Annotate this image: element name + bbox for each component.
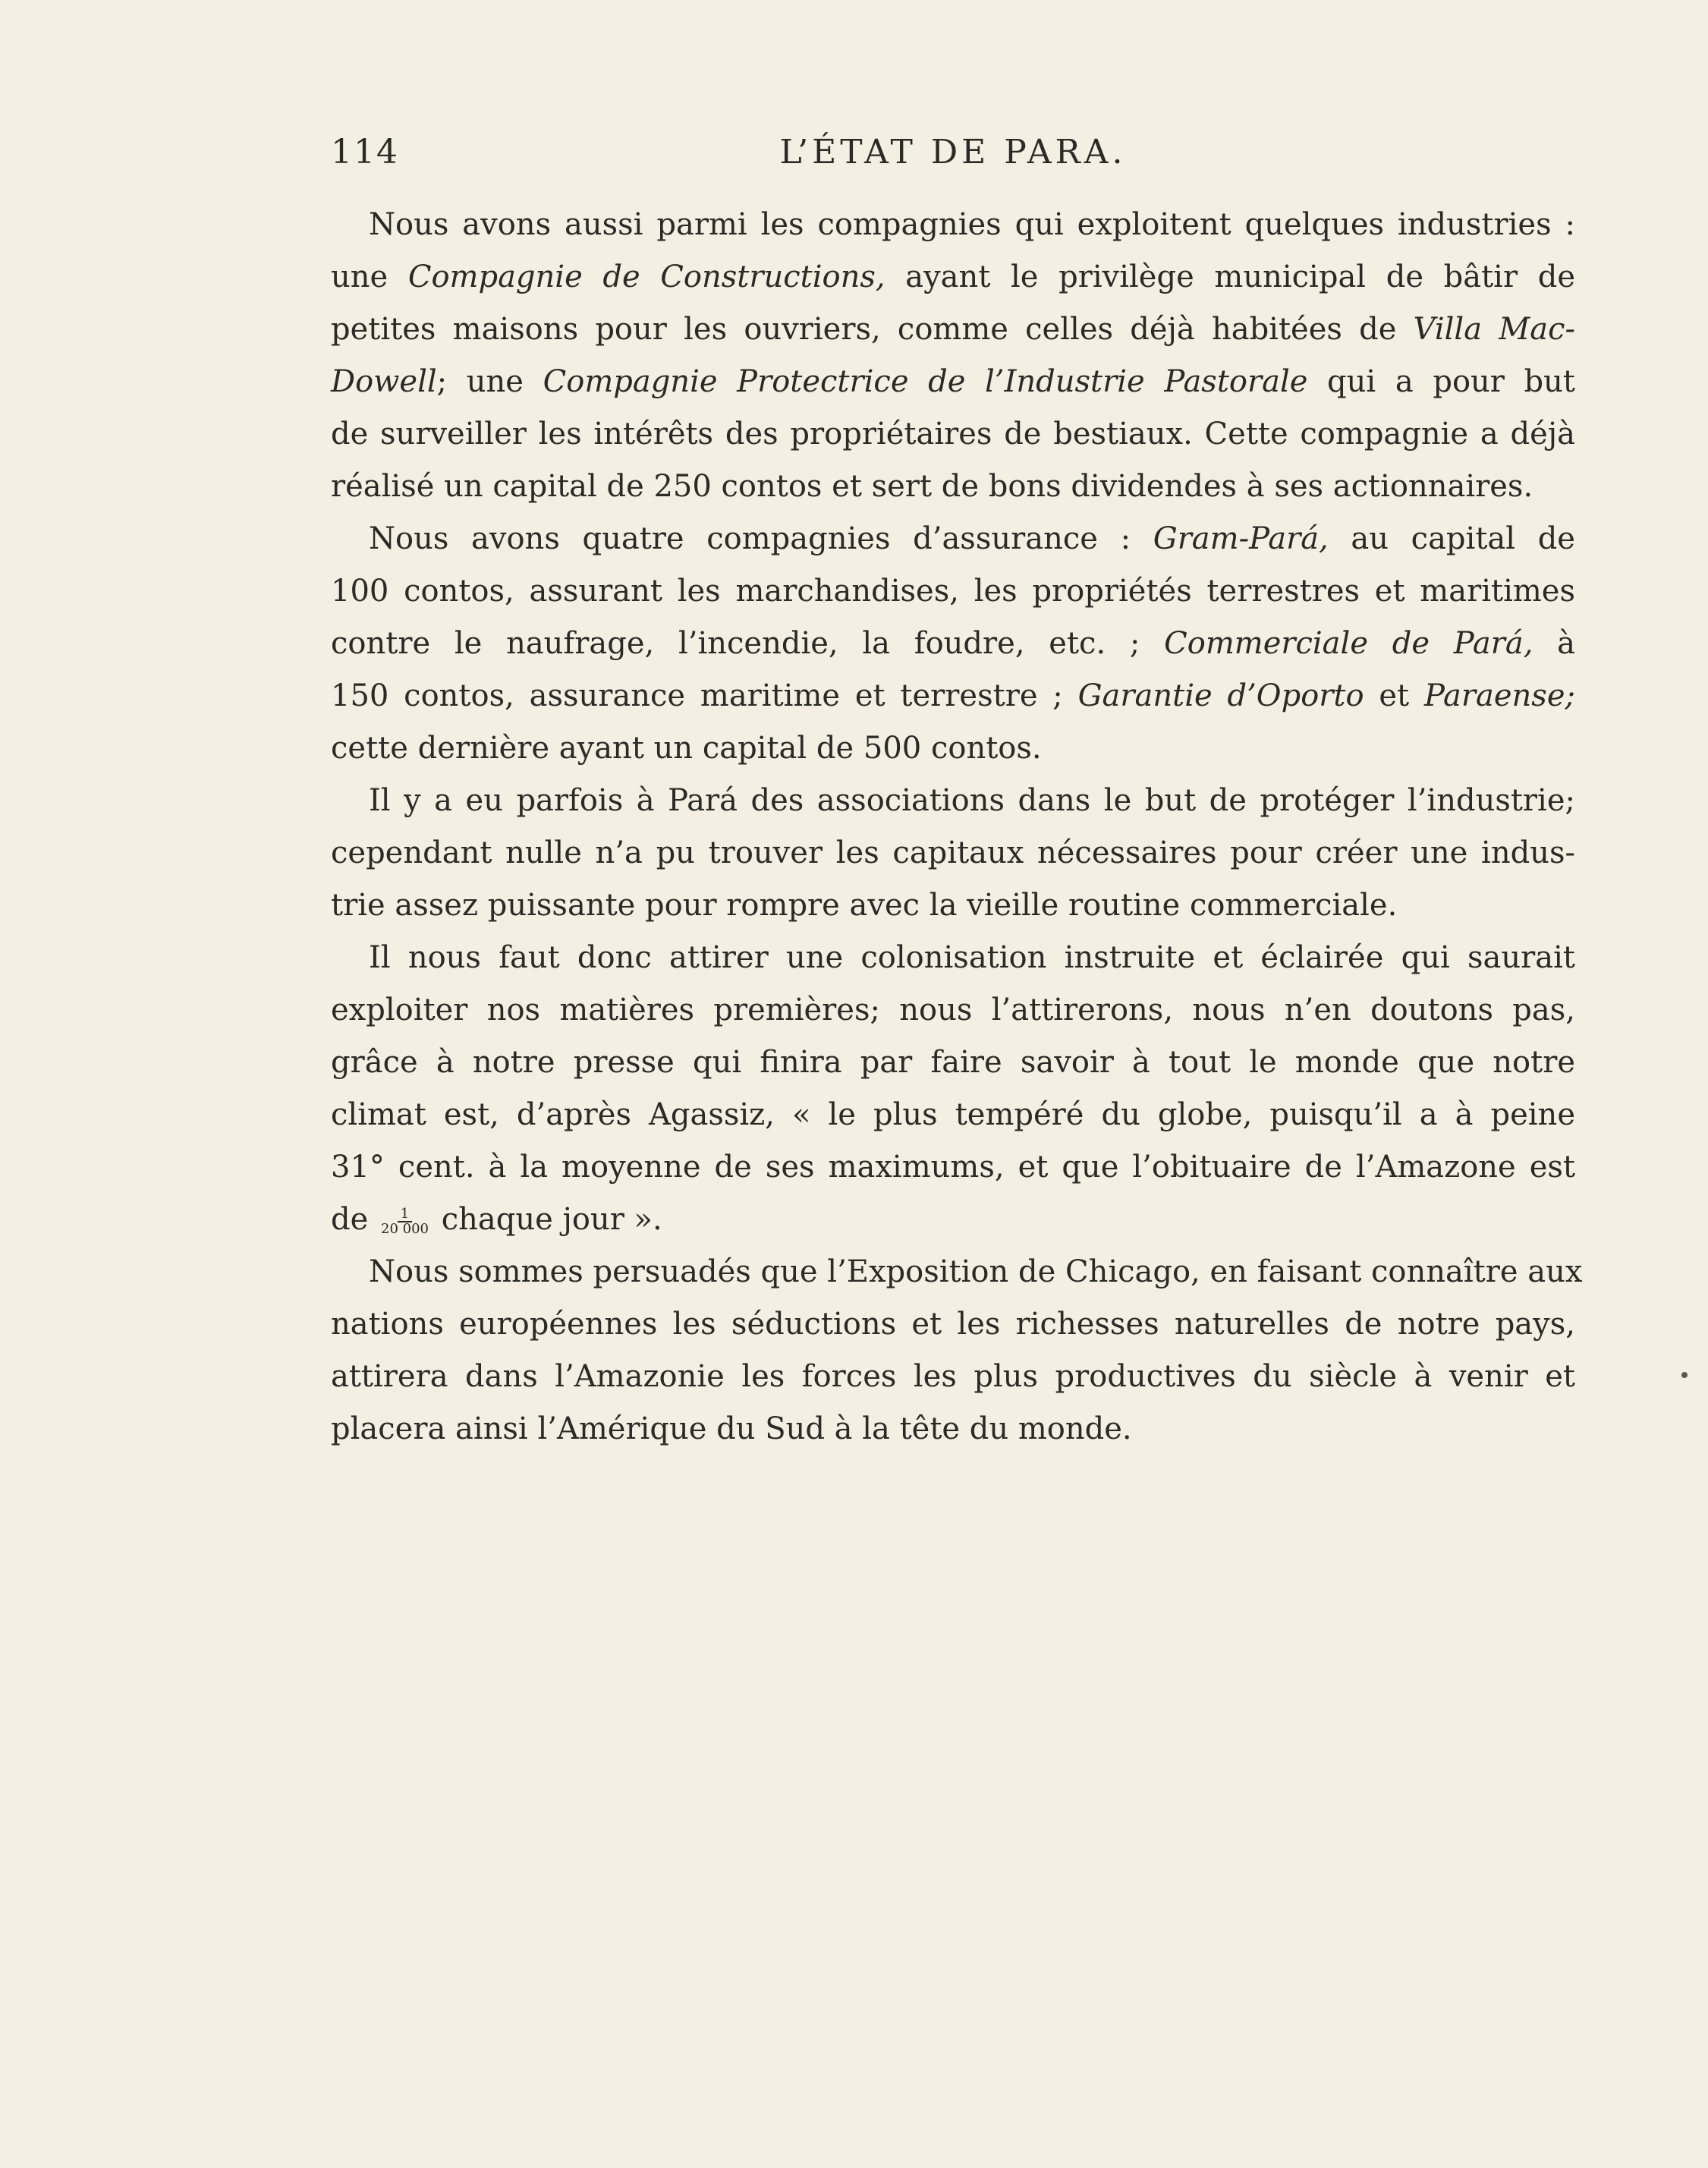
text-line: cependant nulle n’a pu trouver les capitaux nécessaires pour créer une indus-: [331, 835, 1575, 870]
text-line: 31° cent. à la moyenne de ses maximums, et que l’obituaire de l’Amazone est: [331, 1150, 1575, 1185]
text-line: attirera dans l’Amazonie les forces les plus productives du siècle à venir et: [331, 1359, 1575, 1394]
italic-name: Gram-Pará,: [1153, 521, 1329, 556]
fraction-numerator: 1: [398, 1207, 412, 1222]
text-line: de surveiller les intérêts des propriétaires de bestiaux. Cette compagnie a déjà: [331, 417, 1575, 452]
italic-name: Dowell: [331, 364, 437, 399]
fraction: [381, 1207, 429, 1236]
text-line: grâce à notre presse qui finira par faire savoir à tout le monde que notre: [331, 1045, 1575, 1080]
text-line: Il nous faut donc attirer une colonisation instruite et éclairée qui saurait: [369, 940, 1575, 975]
text-line: placera ainsi l’Amérique du Sud à la tête du monde.: [331, 1411, 1132, 1446]
paragraph: [331, 932, 1575, 1246]
paragraph: [331, 1246, 1583, 1455]
running-title: L’ÉTAT DE PARA.: [779, 133, 1127, 171]
italic-name: Paraense;: [1423, 678, 1575, 713]
italic-name: Compagnie de Constructions,: [407, 260, 885, 294]
italic-name: Compagnie Protectrice de l’Industrie Pastorale: [543, 364, 1308, 399]
fraction-denominator: 20 000: [381, 1221, 429, 1237]
text-line: cette dernière ayant un capital de 500 contos.: [331, 731, 1042, 766]
text-line: Nous sommes persuadés que l’Exposition de Chicago, en faisant connaître aux: [369, 1254, 1583, 1289]
text-line: réalisé un capital de 250 contos et sert de bons dividendes à ses actionnaires.: [331, 469, 1533, 504]
text-line: Il y a eu parfois à Pará des associations dans le but de protéger l’industrie;: [369, 783, 1575, 818]
text-line: de $\frac{1}{20 000}$ chaque jour ».: [331, 1202, 662, 1237]
text-line: exploiter nos matières premières; nous l’attirerons, nous n’en doutons pas,: [331, 993, 1575, 1027]
text-line: Nous avons aussi parmi les compagnies qui exploitent quelques industries :: [369, 207, 1575, 242]
italic-name: Commerciale de Pará,: [1164, 626, 1533, 661]
text-line: Nous avons quatre compagnies d’assurance : Gram-Pará, au capital de: [369, 521, 1575, 556]
text-line: 100 contos, assurant les marchandises, les propriétés terrestres et maritimes: [331, 574, 1575, 609]
text-line: climat est, d’après Agassiz, « le plus tempéré du globe, puisqu’il a à peine: [331, 1097, 1575, 1132]
italic-name: Villa Mac-: [1413, 312, 1575, 347]
paragraph: [331, 513, 1575, 775]
text-line: une Compagnie de Constructions, ayant le privilège municipal de bâtir de: [331, 260, 1575, 294]
text-line: nations européennes les séductions et les richesses naturelles de notre pays,: [331, 1307, 1575, 1342]
page-number: 114: [331, 133, 399, 171]
margin-speck: [1681, 1372, 1688, 1378]
paragraph: [331, 775, 1575, 932]
text-line: petites maisons pour les ouvriers, comme celles déjà habitées de Villa Mac-: [331, 312, 1575, 347]
paragraph: [331, 199, 1575, 513]
page-header: [331, 133, 1575, 178]
text-line: 150 contos, assurance maritime et terrestre ; Garantie d’Oporto et Paraense;: [331, 678, 1575, 713]
body-text: [331, 199, 1583, 1455]
text-line: trie assez puissante pour rompre avec la vieille routine commerciale.: [331, 888, 1398, 923]
text-line: contre le naufrage, l’incendie, la foudre, etc. ; Commerciale de Pará, à: [331, 626, 1576, 661]
text-line: Dowell; une Compagnie Protectrice de l’Industrie Pastorale qui a pour but: [331, 364, 1575, 399]
italic-name: Garantie d’Oporto: [1077, 678, 1364, 713]
